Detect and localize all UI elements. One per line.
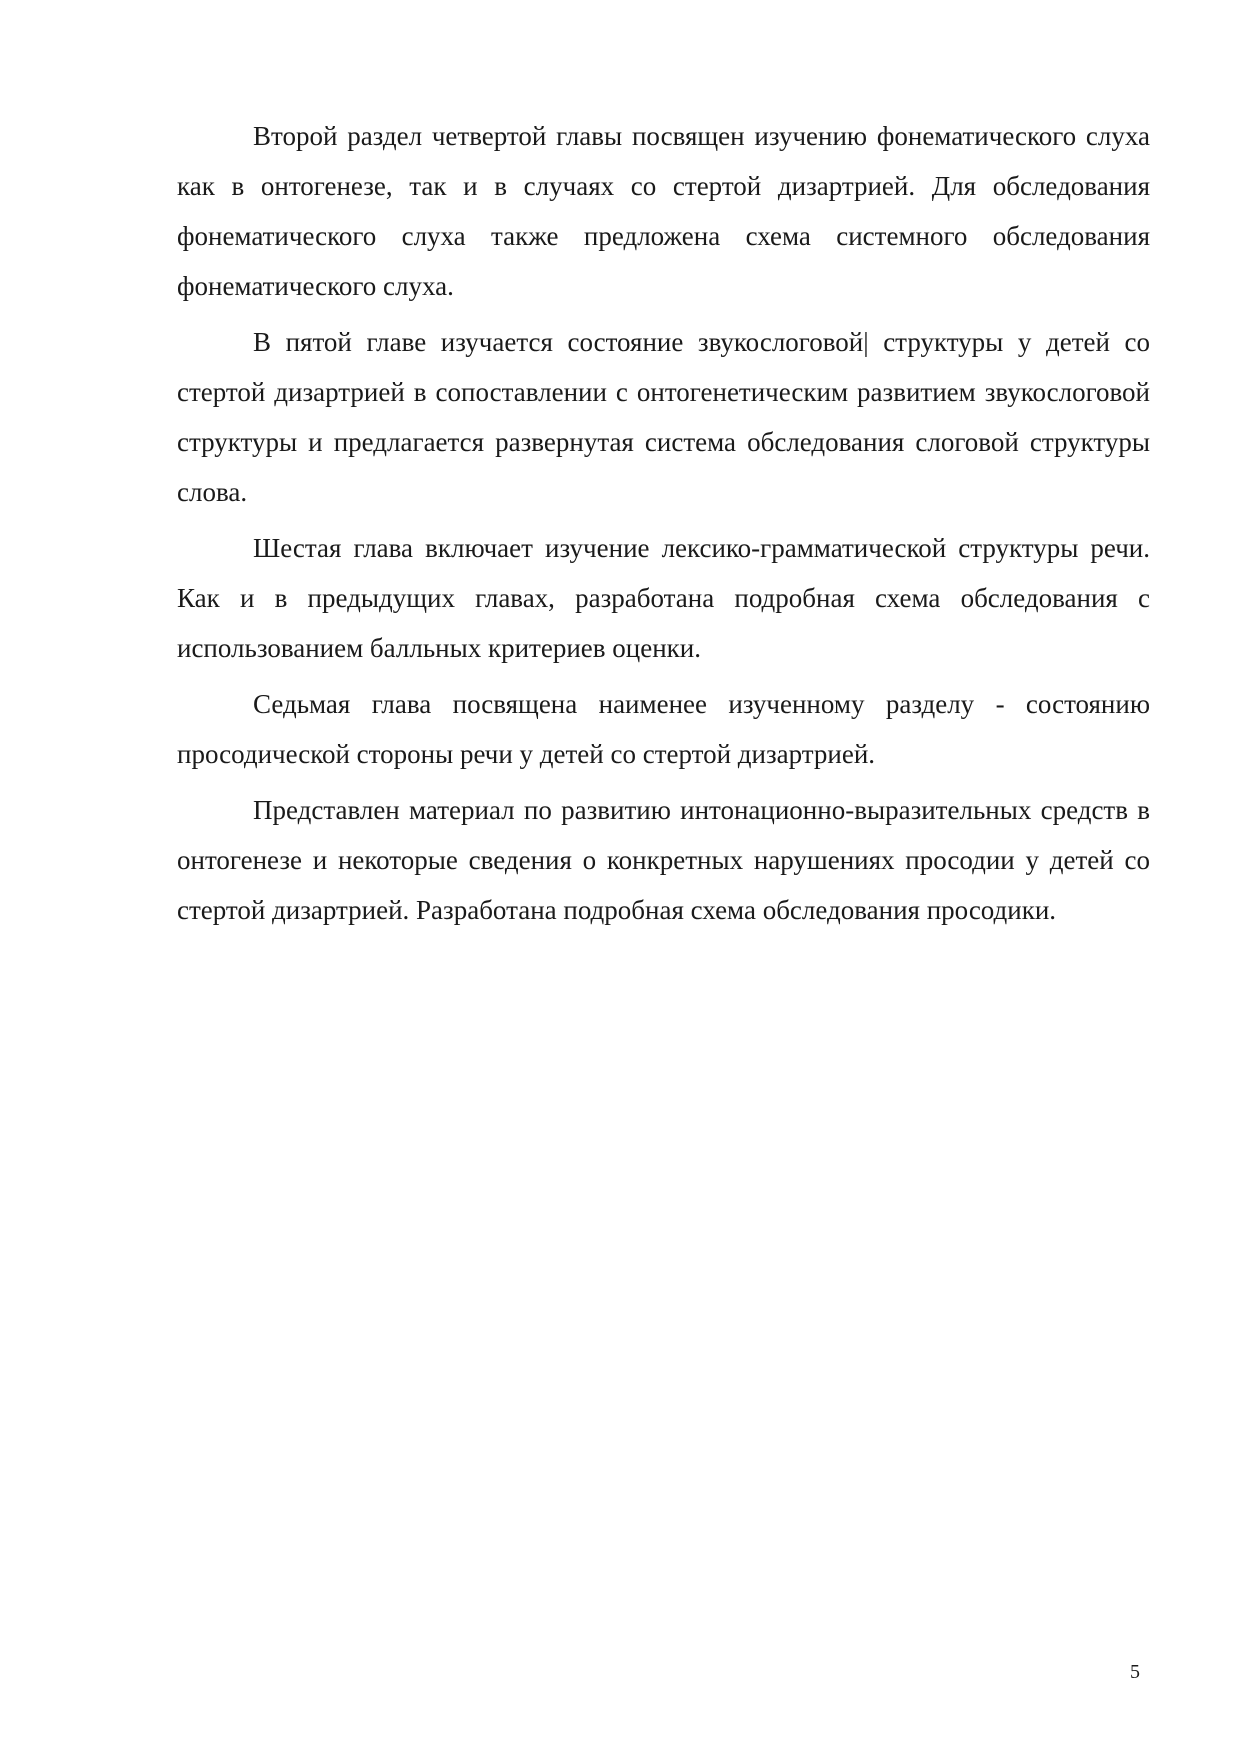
body-text [177,111,1150,941]
paragraph-2: В пятой главе изучается состояние звукослоговой| структуры у детей со стертой дизартрией в сопоставлении с онтогенетическим развитием звукослоговой структуры и предлагается развернутая система обследования слоговой структуры слова. [177,327,1150,507]
page-number: 5 [1130,1661,1140,1683]
paragraph-1: Второй раздел четвертой главы посвящен изучению фонематического слуха как в онтогенезе, так и в случаях со стертой дизартрией. Для обследования фонематического слуха также предложена схема системного обследования фонематического слуха. [177,121,1150,301]
paragraph-5: Представлен материал по развитию интонационно-выразительных средств в онтогенезе и некоторые сведения о конкретных нарушениях просодии у детей со стертой дизартрией. Разработана подробная схема обследования просодики. [177,795,1150,925]
paragraph-4: Седьмая глава посвящена наименее изученному разделу - состоянию просодической стороны речи у детей со стертой дизартрией. [177,689,1150,769]
paragraph-3: Шестая глава включает изучение лексико-грамматической структуры речи. Как и в предыдущих главах, разработана подробная схема обследования с использованием балльных критериев оценки. [177,533,1150,663]
